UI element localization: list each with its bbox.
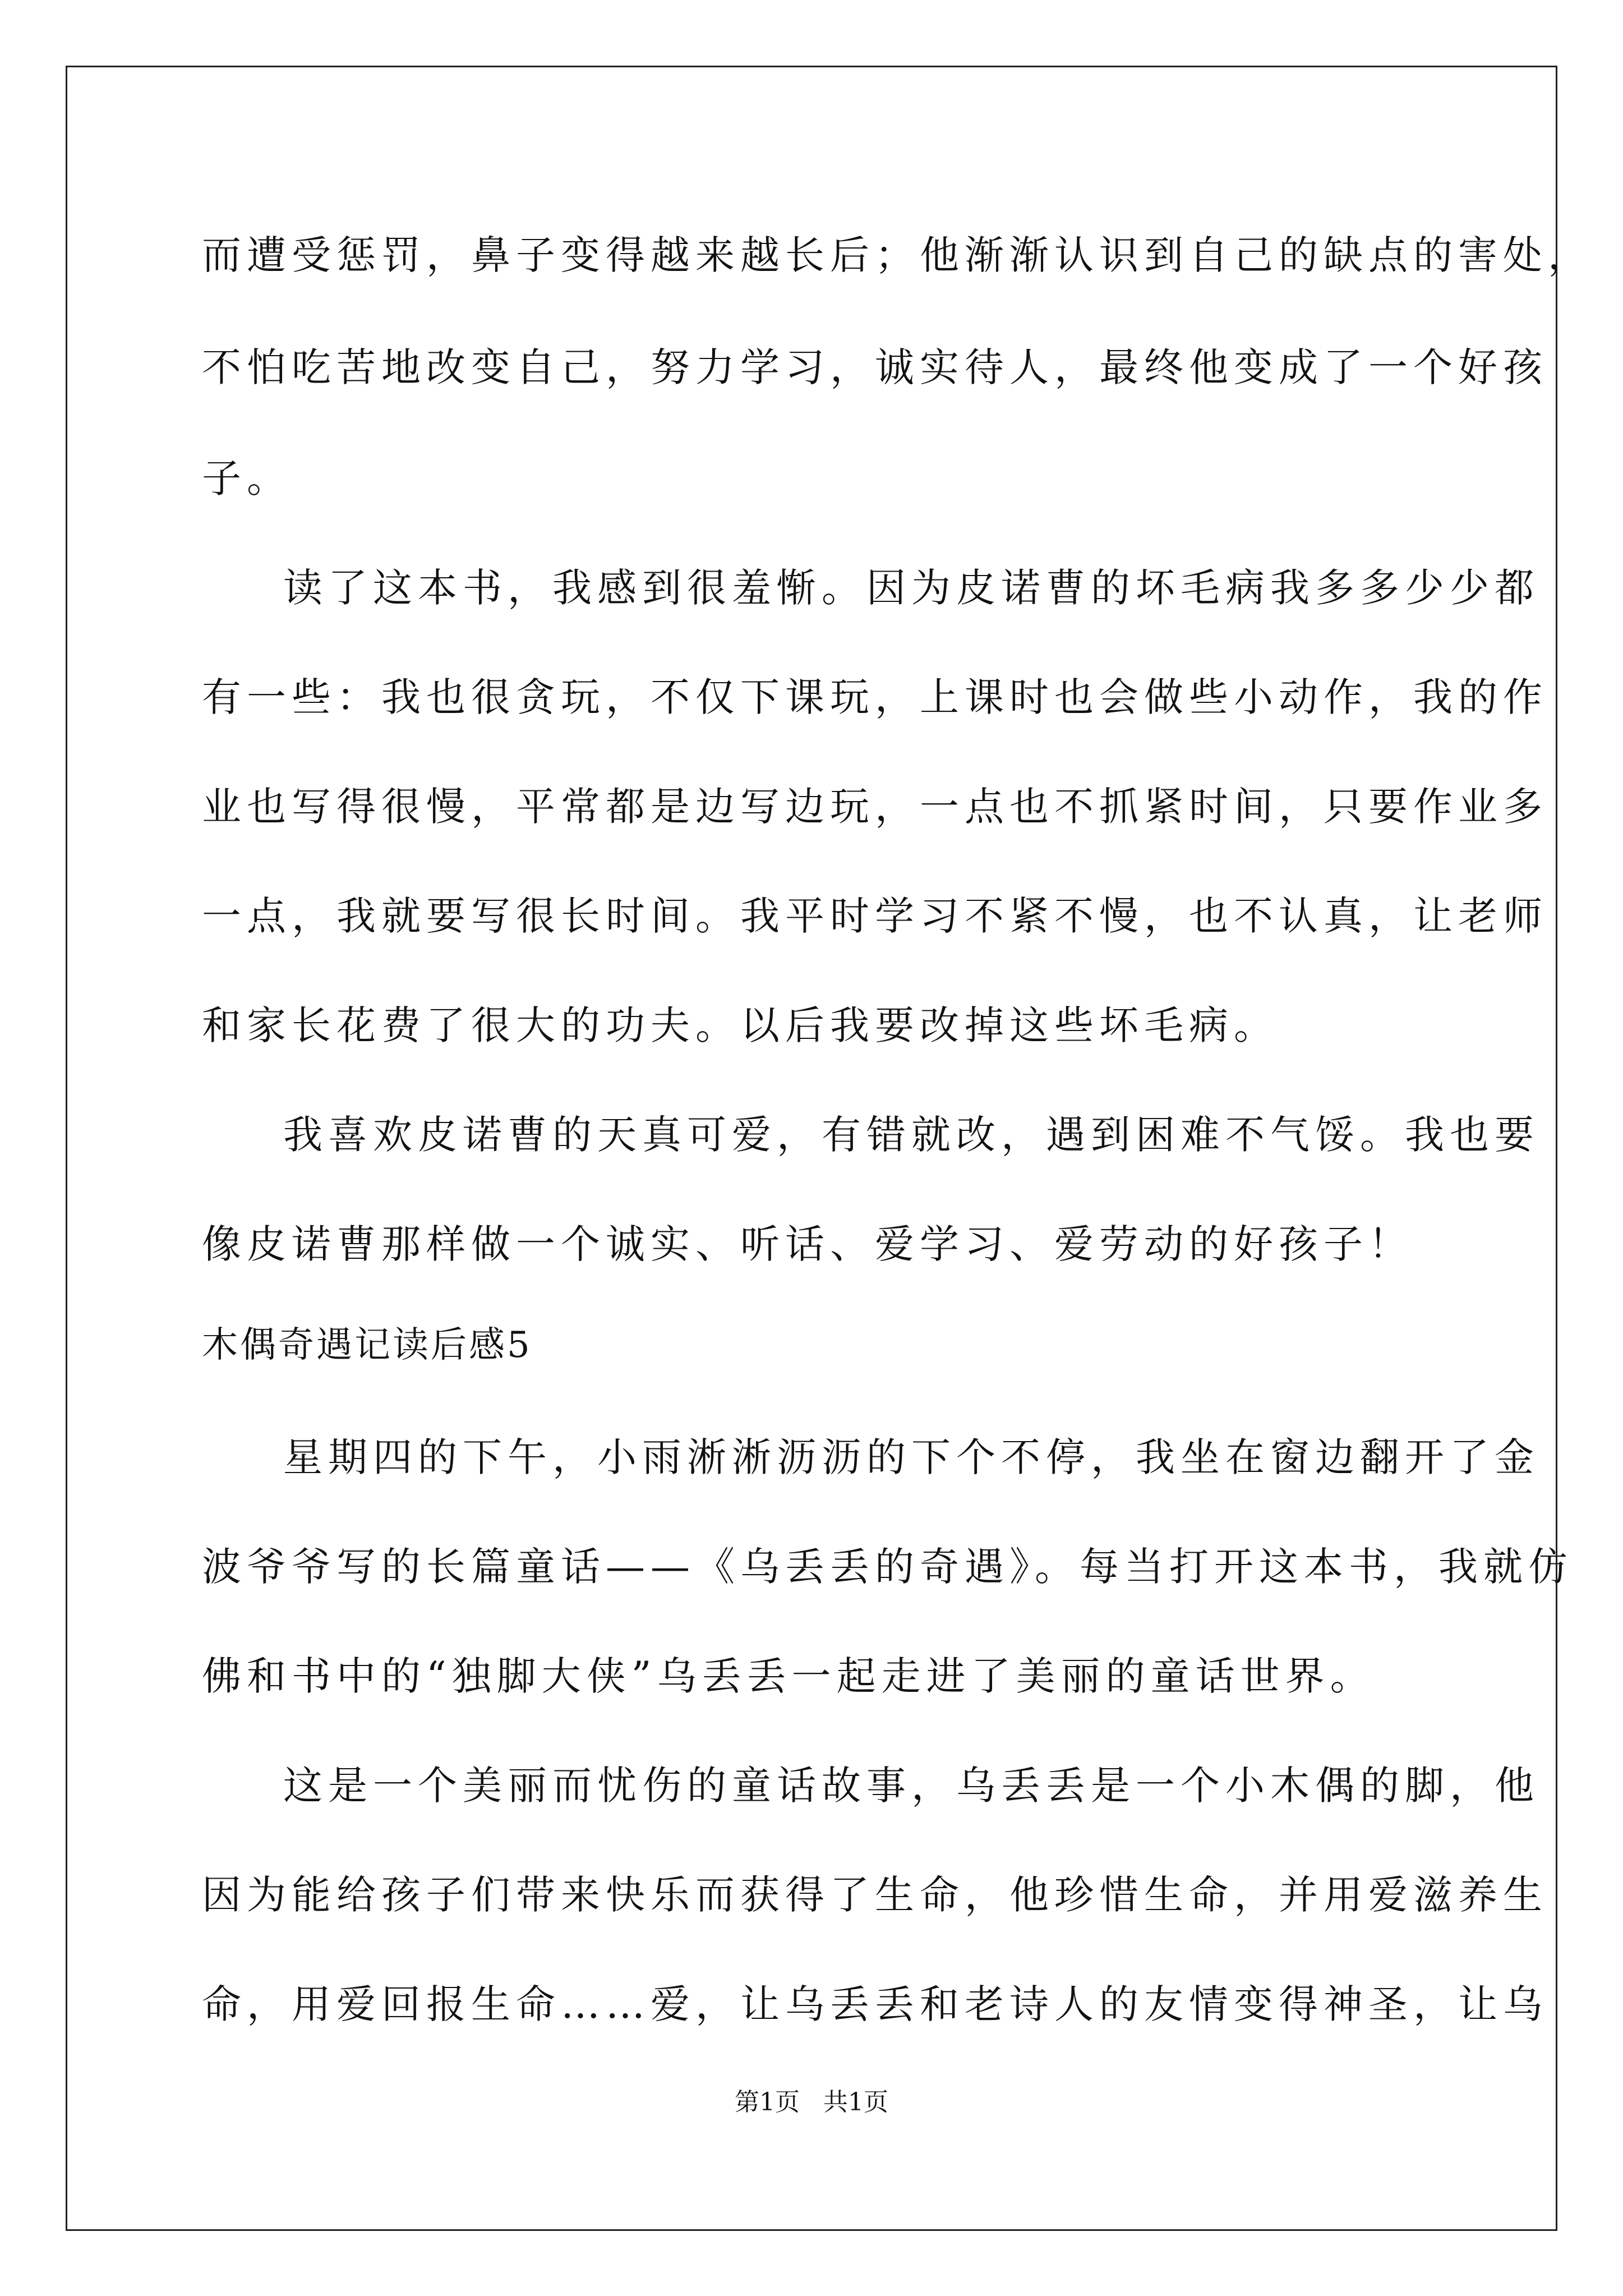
text-line: 业也写得很慢，平常都是边写边玩，一点也不抓紧时间，只要作业多 [202, 784, 1548, 830]
text-line: 有一些：我也很贪玩，不仅下课玩，上课时也会做些小动作，我的作 [202, 674, 1548, 720]
text-line: 而遭受惩罚，鼻子变得越来越长后；他渐渐认识到自己的缺点的害处， [202, 232, 1593, 278]
paragraph-first-line: 星期四的下午，小雨淅淅沥沥的下个不停，我坐在窗边翻开了金 [283, 1434, 1539, 1480]
page-number-footer: 第1页 共1页 [735, 2088, 888, 2116]
text-line: 不怕吃苦地改变自己，努力学习，诚实待人，最终他变成了一个好孩 [202, 344, 1548, 390]
text-line: 一点，我就要写很长时间。我平时学习不紧不慢，也不认真，让老师 [202, 893, 1548, 939]
section-heading: 木偶奇遇记读后感5 [202, 1324, 532, 1366]
text-line: 波爷爷写的长篇童话——《乌丢丢的奇遇》。每当打开这本书，我就仿 [202, 1544, 1573, 1590]
text-line: 佛和书中的“独脚大侠”乌丢丢一起走进了美丽的童话世界。 [202, 1653, 1375, 1699]
paragraph-first-line: 读了这本书，我感到很羞惭。因为皮诺曹的坏毛病我多多少少都 [283, 565, 1539, 611]
text-line: 命，用爱回报生命……爱，让乌丢丢和老诗人的友情变得神圣，让乌 [202, 1981, 1548, 2027]
paragraph-first-line: 我喜欢皮诺曹的天真可爱，有错就改，遇到困难不气馁。我也要 [283, 1112, 1539, 1158]
text-line: 像皮诺曹那样做一个诚实、听话、爱学习、爱劳动的好孩子！ [202, 1221, 1413, 1267]
text-line: 因为能给孩子们带来快乐而获得了生命，他珍惜生命，并用爱滋养生 [202, 1872, 1548, 1918]
text-line: 子。 [202, 455, 292, 501]
text-line: 和家长花费了很大的功夫。以后我要改掉这些坏毛病。 [202, 1002, 1279, 1048]
paragraph-first-line: 这是一个美丽而忧伤的童话故事，乌丢丢是一个小木偶的脚，他 [283, 1763, 1539, 1809]
